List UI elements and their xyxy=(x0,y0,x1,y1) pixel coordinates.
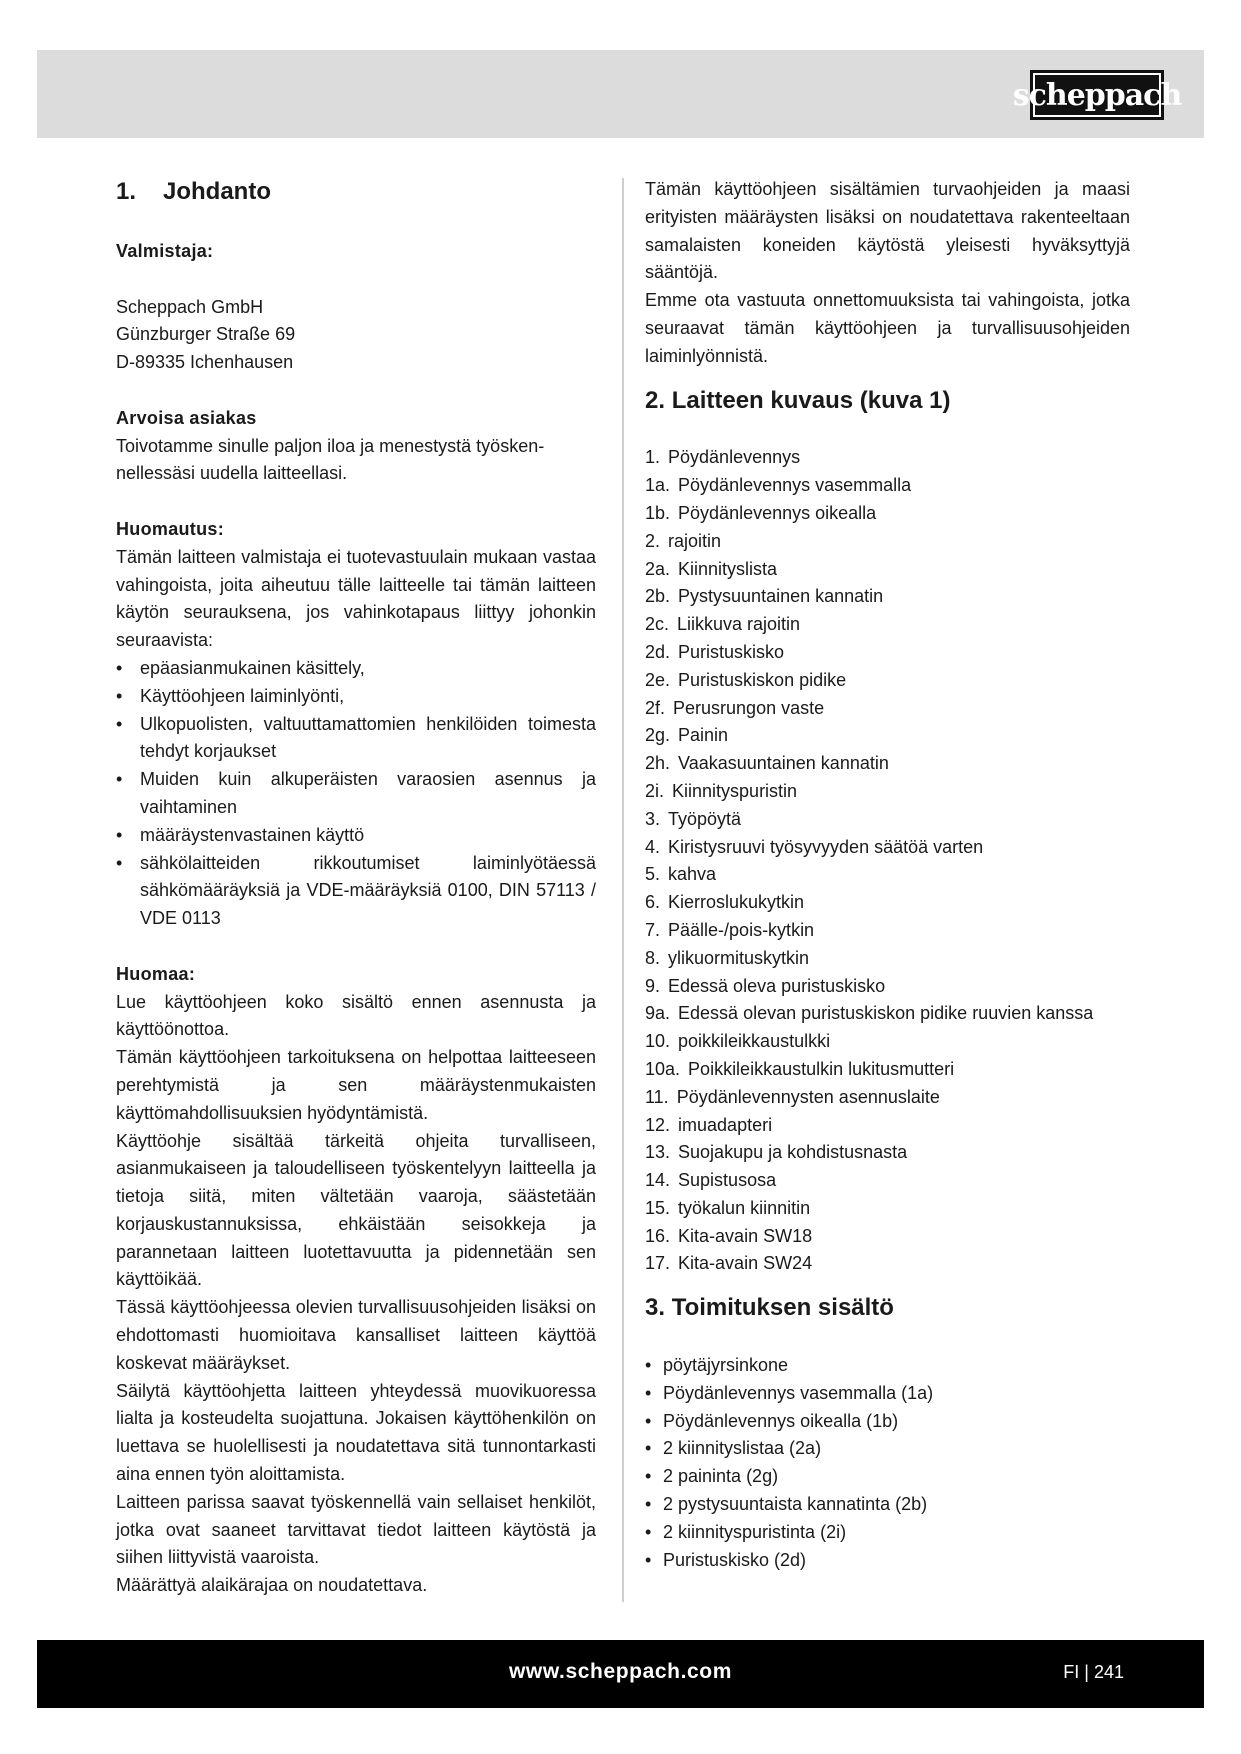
parts-list-item xyxy=(645,472,1130,500)
part-number: 17. xyxy=(645,1253,671,1274)
section-heading-introduction: 1. Johdanto xyxy=(116,178,271,205)
part-number: 2e. xyxy=(645,669,671,690)
parts-list-item xyxy=(645,834,1130,862)
parts-list-item xyxy=(645,1112,1130,1140)
left-column xyxy=(116,176,596,1600)
parts-list-item xyxy=(645,695,1130,723)
part-number: 2f. xyxy=(645,697,666,718)
part-number: 2h. xyxy=(645,753,671,774)
parts-list-item xyxy=(645,583,1130,611)
parts-list xyxy=(645,444,1130,1278)
list-item: • Muiden kuin alkuperäisten varaosien asennus ja vaihtaminen xyxy=(116,766,596,822)
intro-paragraph: Tämän käyttöohjeen sisältämien turvaohjeiden ja maasi erityisten määräysten lisäksi on noudatettava rakenteeltaan samalaisten koneiden käytöstä yleisesti hyväksyttyjä sääntöjä. xyxy=(645,179,1130,283)
parts-list-item xyxy=(645,528,1130,556)
parts-list-item xyxy=(645,444,1130,472)
part-name: Kiristysruuvi työsyvyyden säätöä varten xyxy=(668,836,984,857)
part-name: imuadapteri xyxy=(678,1114,773,1135)
part-number: 12. xyxy=(645,1114,671,1135)
part-number: 2. xyxy=(645,530,661,551)
part-name: Kiinnityslista xyxy=(678,558,778,579)
part-number: 6. xyxy=(645,892,661,913)
parts-list-item xyxy=(645,945,1130,973)
part-number: 1. xyxy=(645,447,661,468)
parts-list-item xyxy=(645,889,1130,917)
note-label: Huomautus: xyxy=(116,518,224,539)
part-number: 3. xyxy=(645,808,661,829)
delivery-item: • 2 kiinnityslistaa (2a) xyxy=(645,1435,1130,1463)
part-number: 14. xyxy=(645,1170,671,1191)
part-name: Puristuskisko xyxy=(678,641,785,662)
part-number: 2a. xyxy=(645,558,671,579)
section-heading-device-description: 2. Laitteen kuvaus (kuva 1) xyxy=(645,386,951,414)
parts-list-item xyxy=(645,973,1130,1001)
part-number: 2i. xyxy=(645,780,665,801)
part-number: 4. xyxy=(645,836,661,857)
parts-list-item xyxy=(645,1056,1130,1084)
part-name: rajoitin xyxy=(668,530,722,551)
part-name: Kierroslukukytkin xyxy=(668,892,805,913)
delivery-list xyxy=(645,1352,1130,1574)
part-number: 9. xyxy=(645,975,661,996)
part-name: Pöydänlevennysten asennuslaite xyxy=(676,1086,940,1107)
part-number: 9a. xyxy=(645,1003,671,1024)
manufacturer-label: Valmistaja: xyxy=(116,241,214,261)
parts-list-item xyxy=(645,1167,1130,1195)
delivery-item: • Pöydänlevennys vasemmalla (1a) xyxy=(645,1380,1130,1408)
notice-paragraph: Laitteen parissa saavat työskennellä vain sellaiset henkilöt, jotka ovat saaneet tarvittavat tiedot laitteen käytöstä ja siihen liittyvistä vaaroista. xyxy=(116,1491,596,1568)
part-number: 8. xyxy=(645,947,661,968)
part-number: 10a. xyxy=(645,1058,681,1079)
part-name: Puristuskiskon pidike xyxy=(678,669,847,690)
delivery-item: • pöytäjyrsinkone xyxy=(645,1352,1130,1380)
part-number: 2b. xyxy=(645,586,671,607)
part-name: Kita-avain SW24 xyxy=(678,1253,813,1274)
parts-list-item xyxy=(645,861,1130,889)
part-name: Kiinnityspuristin xyxy=(672,780,798,801)
part-name: Perusrungon vaste xyxy=(673,697,825,718)
part-name: ylikuormituskytkin xyxy=(668,947,810,968)
parts-list-item xyxy=(645,1223,1130,1251)
parts-list-item xyxy=(645,722,1130,750)
parts-list-item xyxy=(645,778,1130,806)
parts-list-item xyxy=(645,1028,1130,1056)
right-column xyxy=(645,176,1130,1574)
part-name: Päälle-/pois-kytkin xyxy=(668,919,815,940)
part-number: 11. xyxy=(645,1086,669,1107)
part-number: 16. xyxy=(645,1225,671,1246)
part-name: Edessä oleva puristuskisko xyxy=(668,975,886,996)
part-number: 10. xyxy=(645,1031,671,1052)
parts-list-item xyxy=(645,1084,1130,1112)
part-number: 1b. xyxy=(645,502,671,523)
part-name: Poikkileikkaustulkin lukitusmutteri xyxy=(688,1058,955,1079)
parts-list-item xyxy=(645,667,1130,695)
column-divider xyxy=(622,178,624,1602)
parts-list-item xyxy=(645,1000,1130,1028)
parts-list-item xyxy=(645,750,1130,778)
dear-customer-text: Toivotamme sinulle paljon iloa ja menestystä työsken-nellessäsi uudella laitteellasi. xyxy=(116,435,545,484)
part-name: Supistusosa xyxy=(678,1170,777,1191)
address-line: Scheppach GmbH xyxy=(116,296,264,317)
part-number: 1a. xyxy=(645,475,671,496)
dear-customer-label: Arvoisa asiakas xyxy=(116,407,257,428)
part-name: poikkileikkaustulkki xyxy=(678,1031,831,1052)
page-footer xyxy=(37,1640,1204,1708)
page-header xyxy=(37,50,1204,138)
parts-list-item xyxy=(645,500,1130,528)
section-heading-delivery-contents: 3. Toimituksen sisältö xyxy=(645,1294,894,1322)
delivery-item: • 2 pystysuuntaista kannatinta (2b) xyxy=(645,1491,1130,1519)
website-link[interactable]: www.scheppach.com xyxy=(509,1660,732,1683)
liability-list xyxy=(116,655,596,933)
parts-list-item xyxy=(645,1195,1130,1223)
scheppach-logo: scheppach xyxy=(1030,70,1164,120)
notice-paragraph: Tässä käyttöohjeessa olevien turvallisuusohjeiden lisäksi on ehdottomasti huomioitava kansalliset laitteen käyttöä koskevat määräykset. xyxy=(116,1297,596,1373)
notice-paragraph: Tämän käyttöohjeen tarkoituksena on helpottaa laitteeseen perehtymistä ja sen määräystenmukaisten käyttömahdollisuuksien hyödyntämistä. xyxy=(116,1047,596,1123)
list-item: • Ulkopuolisten, valtuuttamattomien henkilöiden toimesta tehdyt korjaukset xyxy=(116,711,596,767)
list-item: • määräystenvastainen käyttö xyxy=(116,822,596,850)
notice-paragraph: Säilytä käyttöohjetta laitteen yhteydessä muovikuoressa lialta ja kosteudelta suojattuna. Jokaisen käyttöhenkilön on luettava se huolellisesti ja noudatettava sitä tunnontarkasti aina ennen työn aloittamista. xyxy=(116,1380,596,1485)
part-name: Vaakasuuntainen kannatin xyxy=(678,753,889,774)
parts-list-item xyxy=(645,1250,1130,1278)
part-number: 7. xyxy=(645,919,661,940)
delivery-item: • 2 kiinnityspuristinta (2i) xyxy=(645,1519,1130,1547)
notice-paragraph: Käyttöohje sisältää tärkeitä ohjeita turvalliseen, asianmukaiseen ja taloudelliseen työskentelyyn laitteella ja tietoja siitä, miten vältetään vaaroja, säästetään korjauskustannuksissa, ehkäistään seisokkeja ja parannetaan laitteen luotettavuutta ja pidennetään sen käyttöikää. xyxy=(116,1130,596,1290)
part-name: kahva xyxy=(668,864,717,885)
note-text: Tämän laitteen valmistaja ei tuotevastuulain mukaan vastaa vahingoista, joita aiheutuu tälle laitteelle tai tämän laitteen käytön seurauksena, jos vahinkotapaus liittyy johonkin seuraavista: xyxy=(116,546,596,651)
parts-list-item xyxy=(645,917,1130,945)
part-name: Pöydänlevennys vasemmalla xyxy=(678,475,912,496)
part-name: Työpöytä xyxy=(668,808,742,829)
part-name: Liikkuva rajoitin xyxy=(677,614,801,635)
notice-label: Huomaa: xyxy=(116,963,196,984)
list-item: • epäasianmukainen käsittely, xyxy=(116,655,596,683)
address-line: Günzburger Straße 69 xyxy=(116,324,296,345)
part-name: Edessä olevan puristuskiskon pidike ruuvien kanssa xyxy=(678,1003,1094,1024)
part-number: 5. xyxy=(645,864,661,885)
language-code: FI xyxy=(1063,1662,1080,1682)
part-name: Pystysuuntainen kannatin xyxy=(678,586,884,607)
part-number: 2g. xyxy=(645,725,671,746)
part-number: 15. xyxy=(645,1197,671,1218)
intro-paragraph: Emme ota vastuuta onnettomuuksista tai vahingoista, jotka seuraavat tämän käyttöohjeen ja turvallisuusohjeiden laiminlyönnistä. xyxy=(645,290,1130,366)
part-number: 2c. xyxy=(645,614,670,635)
page-number: FI | 241 xyxy=(1063,1662,1124,1682)
parts-list-item xyxy=(645,1139,1130,1167)
part-name: Pöydänlevennys oikealla xyxy=(678,502,877,523)
part-number: 13. xyxy=(645,1142,671,1163)
part-name: Painin xyxy=(678,725,729,746)
part-name: Pöydänlevennys xyxy=(668,447,801,468)
notice-paragraph: Lue käyttöohjeen koko sisältö ennen asennusta ja käyttöönottoa. xyxy=(116,991,596,1040)
parts-list-item xyxy=(645,806,1130,834)
parts-list-item xyxy=(645,556,1130,584)
notice-paragraph: Määrättyä alaikärajaa on noudatettava. xyxy=(116,1575,428,1596)
parts-list-item xyxy=(645,611,1130,639)
part-name: Suojakupu ja kohdistusnasta xyxy=(678,1142,908,1163)
delivery-item: • Pöydänlevennys oikealla (1b) xyxy=(645,1408,1130,1436)
part-name: työkalun kiinnitin xyxy=(678,1197,811,1218)
list-item: • Käyttöohjeen laiminlyönti, xyxy=(116,683,596,711)
delivery-item: • Puristuskisko (2d) xyxy=(645,1547,1130,1575)
part-number: 2d. xyxy=(645,641,671,662)
parts-list-item xyxy=(645,639,1130,667)
part-name: Kita-avain SW18 xyxy=(678,1225,813,1246)
delivery-item: • 2 paininta (2g) xyxy=(645,1463,1130,1491)
address-line: D-89335 Ichenhausen xyxy=(116,352,294,373)
list-item: • sähkölaitteiden rikkoutumiset laiminlyötäessä sähkömääräyksiä ja VDE-määräyksiä 0100, DIN 57113 / VDE 0113 xyxy=(116,850,596,933)
page-number-value: 241 xyxy=(1093,1662,1124,1682)
